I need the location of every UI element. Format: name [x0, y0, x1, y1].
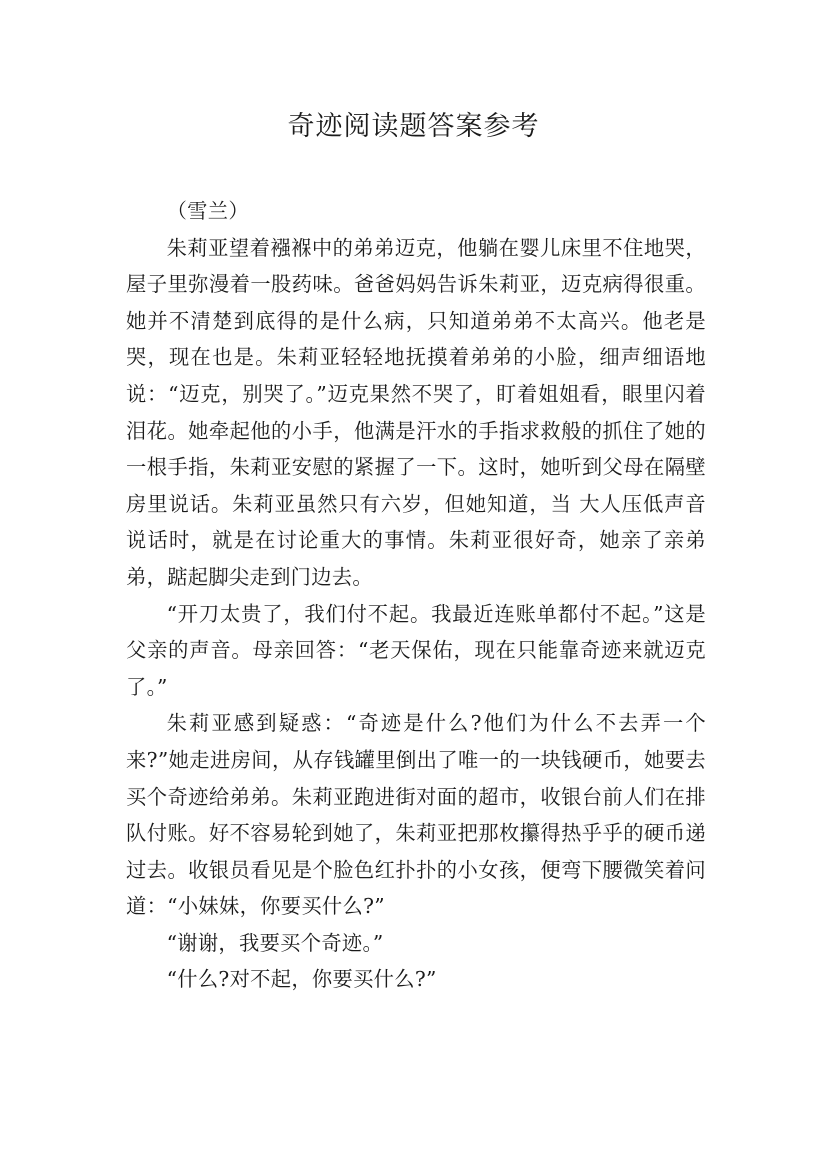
paragraph: 朱莉亚望着襁褓中的弟弟迈克，他躺在婴儿床里不住地哭，屋子里弥漫着一股药味。爸爸妈妈告诉朱莉亚，迈克病得很重。她并不清楚到底得的是什么病，只知道弟弟不太高兴。他老是哭，现在也是。朱莉亚轻轻地抚摸着弟弟的小脸，细声细语地说：“迈克，别哭了。”迈克果然不哭了，盯着姐姐看，眼里闪着泪花。她牵起他的小手，他满是汗水的手指求救般的抓住了她的一根手指，朱莉亚安慰的紧握了一下。这时，她听到父母在隔壁房里说话。朱莉亚虽然只有六岁，但她知道，当 大人压低声音说话时，就是在讨论重大的事情。朱莉亚很好奇，她亲了亲弟弟，踮起脚尖走到门边去。	[126, 235, 706, 589]
paragraph: “谢谢，我要买个奇迹。”	[166, 930, 384, 955]
paragraph: “开刀太贵了，我们付不起。我最近连账单都付不起。”这是父亲的声音。母亲回答：“老天保佑，现在只能靠奇迹来就迈克了。”	[126, 601, 706, 699]
paragraph: “什么?对不起，你要买什么?”	[166, 967, 437, 992]
paragraph: 朱莉亚感到疑惑：“奇迹是什么?他们为什么不去弄一个来?”她走进房间，从存钱罐里倒出了唯一的一块钱硬币，她要去买个奇迹给弟弟。朱莉亚跑进街对面的超市，收银台前人们在排队付账。好不容易轮到她了，朱莉亚把那枚攥得热乎乎的硬币递过去。收银员看见是个脸色红扑扑的小女孩，便弯下腰微笑着问道：“小妹妹，你要买什么?”	[126, 711, 706, 919]
document-body	[126, 193, 706, 998]
document-title: 奇迹阅读题答案参考	[287, 111, 540, 142]
author-line: （雪兰）	[166, 199, 249, 223]
